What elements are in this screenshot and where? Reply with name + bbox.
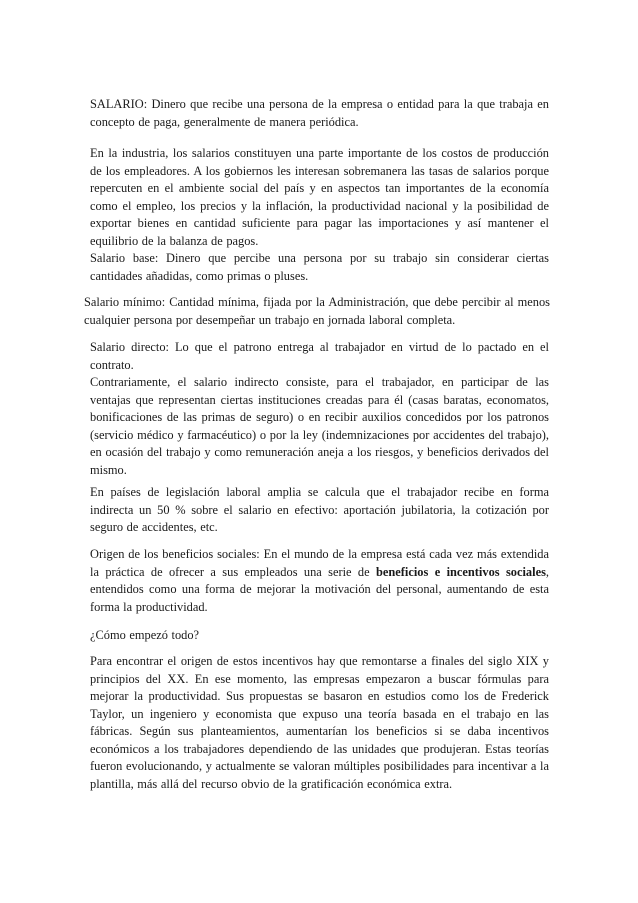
paragraph-encontrar-origen: Para encontrar el origen de estos incentivos hay que remontarse a finales del siglo XIX y principios del XX. En ese momento, las empresas empezaron a buscar fórmulas para mejorar la productividad. Sus propuestas se basaron en estudios como los de Frederick Taylor, un ingeniero y economista que expuso una teoría basada en el trabajo en las fábricas. Según sus planteamientos, aumentarían los beneficios si se daba incentivos económicos a los trabajadores dependiendo de las unidades que produjeran. Estas teorías fueron evolucionando, y actualmente se valoran múltiples posibilidades para incentivar a la plantilla, más allá del recurso obvio de la gratificación económica extra. xyxy=(90,654,549,791)
origen-text-end: , entendidos como una forma de mejorar la motivación del personal, aumentando de esta forma la productividad. xyxy=(90,564,549,614)
paragraph-industria: En la industria, los salarios constituyen una parte importante de los costos de producción de los empleadores. A los gobiernos les interesan sobremanera las tasas de salarios porque repercuten en el ambiente social del país y en aspectos tan importantes de la economía como el empleo, los precios y la inflación, la productividad nacional y la posibilidad de exportar bienes en cantidad suficiente para pagar las importaciones y así mantener el equilibrio de la balanza de pagos. xyxy=(90,146,549,248)
paragraph-salario: SALARIO: Dinero que recibe una persona de la empresa o entidad para la que trabaja en concepto de paga, generalmente de manera periódica. xyxy=(90,97,549,129)
paragraph-salario-minimo: Salario mínimo: Cantidad mínima, fijada por la Administración, que debe percibir al menos cualquier persona por desempeñar un trabajo en jornada laboral completa. xyxy=(84,295,550,327)
paragraph-origen-beneficios xyxy=(90,546,549,616)
question-heading: ¿Cómo empezó todo? xyxy=(90,628,200,642)
paragraph-salario-indirecto: Contrariamente, el salario indirecto consiste, para el trabajador, en participar de las ventajas que representan ciertas instituciones creadas para él (casas baratas, economatos, bonificaciones de las primas de seguro) o en recibir auxilios concedidos por los patronos (servicio médico y farmacéutico) o por la ley (indemnizaciones por accidentes del trabajo), en ocasión del trabajo y como remuneración aneja a los riesgos, y beneficios derivados del mismo. xyxy=(90,375,549,477)
paragraph-salario-directo: Salario directo: Lo que el patrono entrega al trabajador en virtud de lo pactado en el contrato. xyxy=(90,340,549,372)
paragraph-paises: En países de legislación laboral amplia se calcula que el trabajador recibe en forma indirecta un 50 % sobre el salario en efectivo: aportación jubilatoria, la cotización por seguro de accidentes, etc. xyxy=(90,485,549,534)
origen-bold-term: beneficios e incentivos sociales xyxy=(376,564,546,579)
paragraph-salario-base: Salario base: Dinero que percibe una persona por su trabajo sin considerar ciertas cantidades añadidas, como primas o pluses. xyxy=(90,251,549,283)
origen-text-start: Origen de los beneficios sociales: En el mundo de la empresa está cada vez más extendida la práctica de ofrecer a sus empleados una serie de xyxy=(90,547,549,579)
